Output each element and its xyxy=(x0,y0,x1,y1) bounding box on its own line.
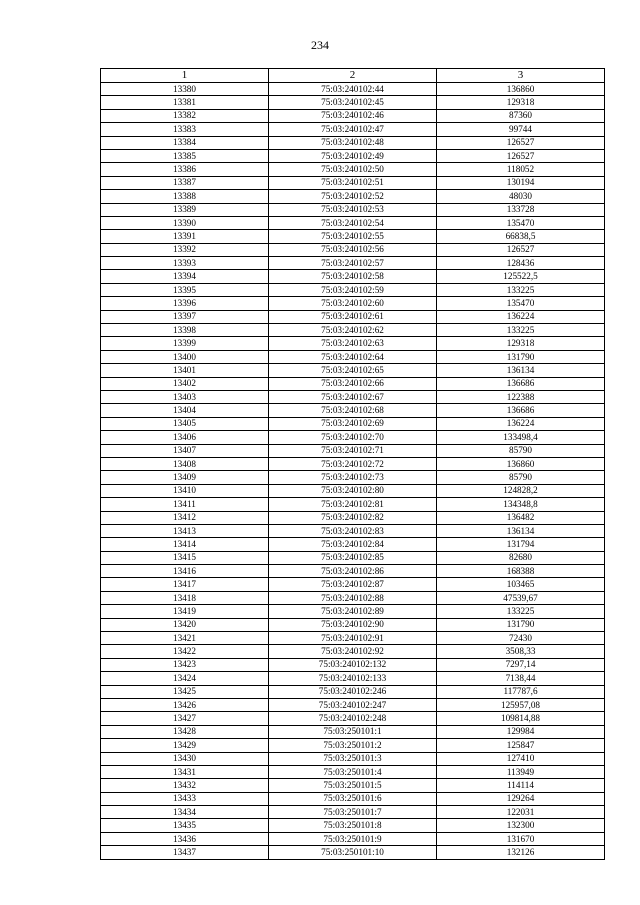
cadastral-number-cell: 75:03:240102:71 xyxy=(269,444,437,457)
row-number-cell: 13435 xyxy=(101,819,269,832)
table-row xyxy=(101,83,605,96)
value-cell: 136860 xyxy=(437,457,605,470)
value-cell: 136134 xyxy=(437,364,605,377)
cadastral-number-cell: 75:03:240102:67 xyxy=(269,390,437,403)
value-cell: 7297,14 xyxy=(437,658,605,671)
cadastral-number-cell: 75:03:240102:88 xyxy=(269,591,437,604)
value-cell: 85790 xyxy=(437,444,605,457)
value-cell: 103465 xyxy=(437,578,605,591)
row-number-cell: 13415 xyxy=(101,551,269,564)
row-number-cell: 13412 xyxy=(101,511,269,524)
row-number-cell: 13410 xyxy=(101,484,269,497)
row-number-cell: 13409 xyxy=(101,471,269,484)
row-number-cell: 13421 xyxy=(101,632,269,645)
table-row xyxy=(101,417,605,430)
page-number: 234 xyxy=(311,38,329,52)
row-number-cell: 13417 xyxy=(101,578,269,591)
row-number-cell: 13432 xyxy=(101,779,269,792)
table-row xyxy=(101,337,605,350)
row-number-cell: 13413 xyxy=(101,524,269,537)
table-row xyxy=(101,591,605,604)
table-row xyxy=(101,324,605,337)
table-row xyxy=(101,270,605,283)
cadastral-number-cell: 75:03:240102:86 xyxy=(269,565,437,578)
cadastral-number-cell: 75:03:240102:62 xyxy=(269,324,437,337)
cadastral-number-cell: 75:03:240102:51 xyxy=(269,176,437,189)
value-cell: 126527 xyxy=(437,243,605,256)
cadastral-number-cell: 75:03:240102:65 xyxy=(269,364,437,377)
table-row xyxy=(101,350,605,363)
table-row xyxy=(101,524,605,537)
table-row xyxy=(101,565,605,578)
table-row xyxy=(101,96,605,109)
table-row xyxy=(101,431,605,444)
cadastral-number-cell: 75:03:240102:132 xyxy=(269,658,437,671)
row-number-cell: 13428 xyxy=(101,725,269,738)
row-number-cell: 13411 xyxy=(101,498,269,511)
cadastral-number-cell: 75:03:240102:133 xyxy=(269,672,437,685)
row-number-cell: 13437 xyxy=(101,846,269,859)
value-cell: 129984 xyxy=(437,725,605,738)
value-cell: 134348,8 xyxy=(437,498,605,511)
row-number-cell: 13395 xyxy=(101,283,269,296)
cadastral-number-cell: 75:03:240102:248 xyxy=(269,712,437,725)
table-row xyxy=(101,819,605,832)
table-row xyxy=(101,672,605,685)
row-number-cell: 13430 xyxy=(101,752,269,765)
table-row xyxy=(101,444,605,457)
row-number-cell: 13399 xyxy=(101,337,269,350)
table-row xyxy=(101,390,605,403)
cadastral-number-cell: 75:03:240102:89 xyxy=(269,605,437,618)
value-cell: 7138,44 xyxy=(437,672,605,685)
column-header-1: 1 xyxy=(101,69,269,83)
cadastral-number-cell: 75:03:250101:3 xyxy=(269,752,437,765)
value-cell: 135470 xyxy=(437,216,605,229)
value-cell: 122031 xyxy=(437,806,605,819)
table-row xyxy=(101,283,605,296)
table-row xyxy=(101,739,605,752)
cadastral-number-cell: 75:03:240102:46 xyxy=(269,109,437,122)
table-row xyxy=(101,832,605,845)
value-cell: 99744 xyxy=(437,123,605,136)
table-row xyxy=(101,712,605,725)
value-cell: 125847 xyxy=(437,739,605,752)
table-row xyxy=(101,765,605,778)
cadastral-number-cell: 75:03:250101:4 xyxy=(269,765,437,778)
row-number-cell: 13384 xyxy=(101,136,269,149)
table-row xyxy=(101,310,605,323)
cadastral-number-cell: 75:03:240102:57 xyxy=(269,257,437,270)
header-row xyxy=(101,69,605,83)
cadastral-number-cell: 75:03:240102:80 xyxy=(269,484,437,497)
table-row xyxy=(101,578,605,591)
table-row xyxy=(101,725,605,738)
cadastral-number-cell: 75:03:250101:7 xyxy=(269,806,437,819)
row-number-cell: 13397 xyxy=(101,310,269,323)
value-cell: 136134 xyxy=(437,524,605,537)
row-number-cell: 13398 xyxy=(101,324,269,337)
value-cell: 136224 xyxy=(437,310,605,323)
cadastral-number-cell: 75:03:240102:55 xyxy=(269,230,437,243)
table-row xyxy=(101,176,605,189)
row-number-cell: 13405 xyxy=(101,417,269,430)
row-number-cell: 13423 xyxy=(101,658,269,671)
table-row xyxy=(101,257,605,270)
cadastral-number-cell: 75:03:250101:2 xyxy=(269,739,437,752)
value-cell: 132300 xyxy=(437,819,605,832)
value-cell: 126527 xyxy=(437,149,605,162)
table-row xyxy=(101,645,605,658)
table-body xyxy=(101,83,605,860)
row-number-cell: 13393 xyxy=(101,257,269,270)
table-row xyxy=(101,203,605,216)
cadastral-number-cell: 75:03:250101:8 xyxy=(269,819,437,832)
value-cell: 133225 xyxy=(437,324,605,337)
cadastral-number-cell: 75:03:240102:56 xyxy=(269,243,437,256)
value-cell: 133728 xyxy=(437,203,605,216)
row-number-cell: 13388 xyxy=(101,190,269,203)
value-cell: 133225 xyxy=(437,283,605,296)
row-number-cell: 13382 xyxy=(101,109,269,122)
value-cell: 168388 xyxy=(437,565,605,578)
row-number-cell: 13414 xyxy=(101,538,269,551)
table-row xyxy=(101,792,605,805)
value-cell: 48030 xyxy=(437,190,605,203)
cadastral-number-cell: 75:03:240102:91 xyxy=(269,632,437,645)
value-cell: 124828,2 xyxy=(437,484,605,497)
table-row xyxy=(101,136,605,149)
table-row xyxy=(101,190,605,203)
row-number-cell: 13427 xyxy=(101,712,269,725)
value-cell: 136224 xyxy=(437,417,605,430)
cadastral-number-cell: 75:03:250101:1 xyxy=(269,725,437,738)
row-number-cell: 13407 xyxy=(101,444,269,457)
row-number-cell: 13433 xyxy=(101,792,269,805)
value-cell: 87360 xyxy=(437,109,605,122)
cadastral-number-cell: 75:03:240102:81 xyxy=(269,498,437,511)
table-row xyxy=(101,846,605,859)
value-cell: 136686 xyxy=(437,377,605,390)
table-row xyxy=(101,484,605,497)
cadastral-number-cell: 75:03:240102:59 xyxy=(269,283,437,296)
column-header-2: 2 xyxy=(269,69,437,83)
value-cell: 129264 xyxy=(437,792,605,805)
value-cell: 131790 xyxy=(437,618,605,631)
table-row xyxy=(101,806,605,819)
value-cell: 131670 xyxy=(437,832,605,845)
table-row xyxy=(101,297,605,310)
cadastral-number-cell: 75:03:240102:247 xyxy=(269,698,437,711)
row-number-cell: 13406 xyxy=(101,431,269,444)
table-row xyxy=(101,230,605,243)
table-row xyxy=(101,216,605,229)
cadastral-number-cell: 75:03:240102:47 xyxy=(269,123,437,136)
row-number-cell: 13400 xyxy=(101,350,269,363)
table-row xyxy=(101,658,605,671)
cadastral-number-cell: 75:03:240102:82 xyxy=(269,511,437,524)
value-cell: 133225 xyxy=(437,605,605,618)
value-cell: 72430 xyxy=(437,632,605,645)
value-cell: 47539,67 xyxy=(437,591,605,604)
table-row xyxy=(101,123,605,136)
cadastral-number-cell: 75:03:240102:90 xyxy=(269,618,437,631)
cadastral-number-cell: 75:03:240102:87 xyxy=(269,578,437,591)
table-row xyxy=(101,404,605,417)
row-number-cell: 13420 xyxy=(101,618,269,631)
value-cell: 125522,5 xyxy=(437,270,605,283)
table-row xyxy=(101,243,605,256)
cadastral-number-cell: 75:03:240102:49 xyxy=(269,149,437,162)
value-cell: 131790 xyxy=(437,350,605,363)
cadastral-number-cell: 75:03:240102:53 xyxy=(269,203,437,216)
row-number-cell: 13424 xyxy=(101,672,269,685)
cadastral-number-cell: 75:03:250101:10 xyxy=(269,846,437,859)
cadastral-number-cell: 75:03:250101:6 xyxy=(269,792,437,805)
value-cell: 136482 xyxy=(437,511,605,524)
value-cell: 117787,6 xyxy=(437,685,605,698)
table-row xyxy=(101,618,605,631)
table-row xyxy=(101,471,605,484)
cadastral-number-cell: 75:03:240102:68 xyxy=(269,404,437,417)
row-number-cell: 13387 xyxy=(101,176,269,189)
row-number-cell: 13381 xyxy=(101,96,269,109)
cadastral-number-cell: 75:03:240102:246 xyxy=(269,685,437,698)
table-row xyxy=(101,163,605,176)
table-row xyxy=(101,457,605,470)
value-cell: 127410 xyxy=(437,752,605,765)
table-row xyxy=(101,685,605,698)
value-cell: 126527 xyxy=(437,136,605,149)
row-number-cell: 13394 xyxy=(101,270,269,283)
cadastral-number-cell: 75:03:240102:70 xyxy=(269,431,437,444)
row-number-cell: 13408 xyxy=(101,457,269,470)
table-row xyxy=(101,752,605,765)
row-number-cell: 13429 xyxy=(101,739,269,752)
value-cell: 82680 xyxy=(437,551,605,564)
value-cell: 133498,4 xyxy=(437,431,605,444)
cadastral-number-cell: 75:03:240102:69 xyxy=(269,417,437,430)
cadastral-number-cell: 75:03:250101:5 xyxy=(269,779,437,792)
row-number-cell: 13385 xyxy=(101,149,269,162)
table-row xyxy=(101,698,605,711)
value-cell: 114114 xyxy=(437,779,605,792)
value-cell: 125957,08 xyxy=(437,698,605,711)
value-cell: 129318 xyxy=(437,96,605,109)
column-header-3: 3 xyxy=(437,69,605,83)
row-number-cell: 13386 xyxy=(101,163,269,176)
cadastral-number-cell: 75:03:240102:64 xyxy=(269,350,437,363)
table-row xyxy=(101,538,605,551)
value-cell: 128436 xyxy=(437,257,605,270)
row-number-cell: 13396 xyxy=(101,297,269,310)
cadastral-number-cell: 75:03:240102:48 xyxy=(269,136,437,149)
table-row xyxy=(101,109,605,122)
row-number-cell: 13383 xyxy=(101,123,269,136)
row-number-cell: 13389 xyxy=(101,203,269,216)
value-cell: 109814,88 xyxy=(437,712,605,725)
row-number-cell: 13380 xyxy=(101,83,269,96)
cadastral-number-cell: 75:03:240102:73 xyxy=(269,471,437,484)
cadastral-number-cell: 75:03:240102:52 xyxy=(269,190,437,203)
value-cell: 130194 xyxy=(437,176,605,189)
cadastral-number-cell: 75:03:240102:61 xyxy=(269,310,437,323)
table-row xyxy=(101,498,605,511)
row-number-cell: 13425 xyxy=(101,685,269,698)
value-cell: 3508,33 xyxy=(437,645,605,658)
table-row xyxy=(101,149,605,162)
value-cell: 136686 xyxy=(437,404,605,417)
row-number-cell: 13390 xyxy=(101,216,269,229)
value-cell: 135470 xyxy=(437,297,605,310)
table-row xyxy=(101,511,605,524)
row-number-cell: 13403 xyxy=(101,390,269,403)
value-cell: 122388 xyxy=(437,390,605,403)
row-number-cell: 13434 xyxy=(101,806,269,819)
row-number-cell: 13426 xyxy=(101,698,269,711)
value-cell: 118052 xyxy=(437,163,605,176)
cadastral-number-cell: 75:03:240102:54 xyxy=(269,216,437,229)
cadastral-number-cell: 75:03:250101:9 xyxy=(269,832,437,845)
value-cell: 131794 xyxy=(437,538,605,551)
value-cell: 85790 xyxy=(437,471,605,484)
row-number-cell: 13436 xyxy=(101,832,269,845)
row-number-cell: 13392 xyxy=(101,243,269,256)
row-number-cell: 13431 xyxy=(101,765,269,778)
row-number-cell: 13391 xyxy=(101,230,269,243)
cadastral-number-cell: 75:03:240102:85 xyxy=(269,551,437,564)
value-cell: 66838,5 xyxy=(437,230,605,243)
table-row xyxy=(101,605,605,618)
value-cell: 113949 xyxy=(437,765,605,778)
cadastral-number-cell: 75:03:240102:50 xyxy=(269,163,437,176)
value-cell: 129318 xyxy=(437,337,605,350)
row-number-cell: 13402 xyxy=(101,377,269,390)
table-row xyxy=(101,632,605,645)
table-row xyxy=(101,377,605,390)
row-number-cell: 13416 xyxy=(101,565,269,578)
cadastral-number-cell: 75:03:240102:63 xyxy=(269,337,437,350)
value-cell: 132126 xyxy=(437,846,605,859)
cadastral-number-cell: 75:03:240102:92 xyxy=(269,645,437,658)
cadastral-number-cell: 75:03:240102:72 xyxy=(269,457,437,470)
row-number-cell: 13401 xyxy=(101,364,269,377)
row-number-cell: 13418 xyxy=(101,591,269,604)
cadastral-number-cell: 75:03:240102:66 xyxy=(269,377,437,390)
row-number-cell: 13404 xyxy=(101,404,269,417)
table-row xyxy=(101,364,605,377)
row-number-cell: 13419 xyxy=(101,605,269,618)
cadastral-number-cell: 75:03:240102:44 xyxy=(269,83,437,96)
row-number-cell: 13422 xyxy=(101,645,269,658)
cadastral-number-cell: 75:03:240102:83 xyxy=(269,524,437,537)
value-cell: 136860 xyxy=(437,83,605,96)
cadastral-number-cell: 75:03:240102:58 xyxy=(269,270,437,283)
cadastral-number-cell: 75:03:240102:60 xyxy=(269,297,437,310)
table-row xyxy=(101,551,605,564)
table-row xyxy=(101,779,605,792)
data-table xyxy=(100,68,605,860)
cadastral-number-cell: 75:03:240102:45 xyxy=(269,96,437,109)
cadastral-number-cell: 75:03:240102:84 xyxy=(269,538,437,551)
